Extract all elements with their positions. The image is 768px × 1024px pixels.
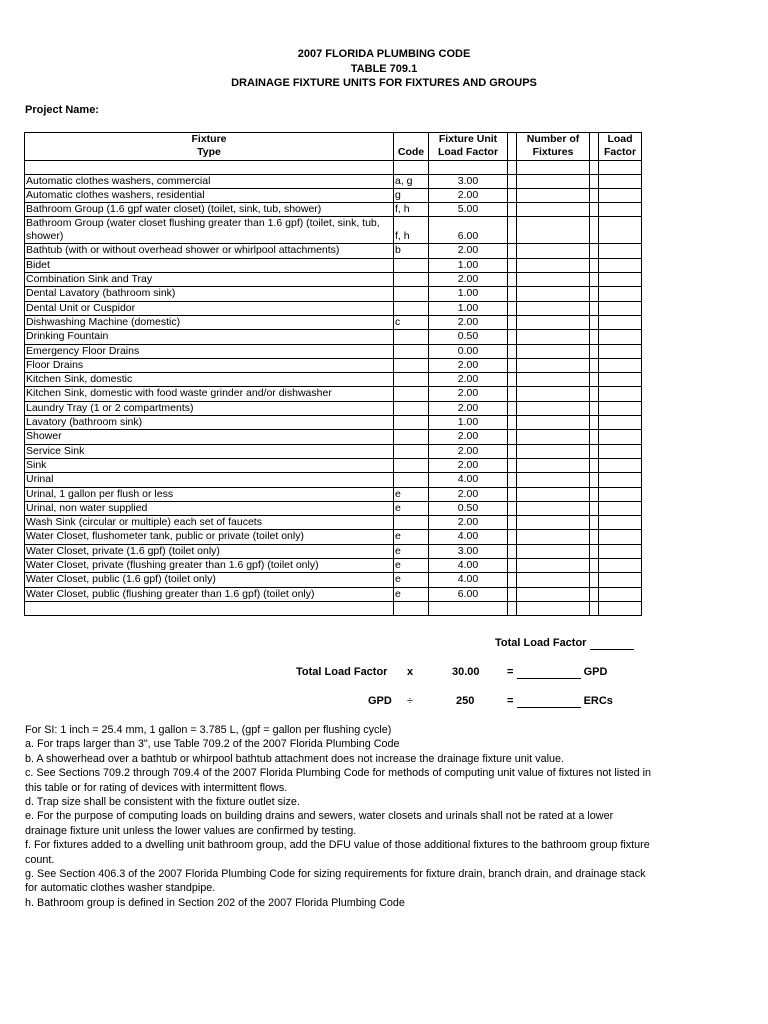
code-cell: e <box>394 573 429 587</box>
table-row <box>25 287 642 301</box>
separator-cell <box>508 387 517 401</box>
row-load-factor-input[interactable] <box>599 430 642 444</box>
load-factor-cell: 2.00 <box>429 244 508 258</box>
number-of-fixtures-input[interactable] <box>517 244 590 258</box>
code-cell <box>394 473 429 487</box>
calc-gpd-operator: x <box>407 666 414 678</box>
note-g: g. See Section 406.3 of the 2007 Florida Plumbing Code for sizing requirements for fixture drain, branch drain, and drainage stack for automatic clothes washer standpipe. <box>25 868 646 895</box>
table-row <box>25 544 642 558</box>
load-factor-cell: 3.00 <box>429 174 508 188</box>
fixture-type-cell: Wash Sink (circular or multiple) each set of faucets <box>25 516 394 530</box>
separator-cell <box>590 330 599 344</box>
table-row <box>25 487 642 501</box>
load-factor-cell: 1.00 <box>429 287 508 301</box>
separator-cell <box>590 244 599 258</box>
code-cell <box>394 330 429 344</box>
number-of-fixtures-input[interactable] <box>517 587 590 601</box>
code-cell <box>394 458 429 472</box>
separator-cell <box>590 188 599 202</box>
separator-cell <box>590 487 599 501</box>
row-load-factor-input[interactable] <box>599 559 642 573</box>
load-factor-cell: 1.00 <box>429 301 508 315</box>
separator-cell <box>590 217 599 244</box>
fixture-type-cell: Automatic clothes washers, residential <box>25 188 394 202</box>
document-title: 2007 FLORIDA PLUMBING CODE <box>297 48 471 60</box>
row-load-factor-input[interactable] <box>599 573 642 587</box>
fixture-table <box>24 132 642 616</box>
row-load-factor-input[interactable] <box>599 203 642 217</box>
calc-gpd-multiplier: 30.00 <box>452 666 480 678</box>
fixture-type-cell: Shower <box>25 430 394 444</box>
total-load-factor-line <box>495 637 634 650</box>
separator-cell <box>590 516 599 530</box>
number-of-fixtures-input[interactable] <box>517 530 590 544</box>
separator-cell <box>590 458 599 472</box>
table-row <box>25 559 642 573</box>
separator-cell <box>590 344 599 358</box>
calc-gpd-label: Total Load Factor <box>296 666 388 678</box>
table-row <box>25 401 642 415</box>
code-cell: g <box>394 188 429 202</box>
row-load-factor-input[interactable] <box>599 401 642 415</box>
number-of-fixtures-input[interactable] <box>517 330 590 344</box>
code-cell <box>394 273 429 287</box>
fixture-type-cell: Urinal <box>25 473 394 487</box>
blank-cell <box>25 601 394 615</box>
separator-cell <box>590 373 599 387</box>
project-name-label: Project Name: <box>25 104 99 116</box>
header-number: Number of <box>517 133 590 147</box>
row-load-factor-input[interactable] <box>599 344 642 358</box>
fixture-type-cell: Kitchen Sink, domestic with food waste grinder and/or dishwasher <box>25 387 394 401</box>
separator-cell <box>508 203 517 217</box>
code-cell <box>394 387 429 401</box>
load-factor-cell: 0.50 <box>429 330 508 344</box>
separator-cell <box>508 174 517 188</box>
separator-cell <box>508 473 517 487</box>
row-load-factor-input[interactable] <box>599 544 642 558</box>
number-of-fixtures-input[interactable] <box>517 287 590 301</box>
fixture-type-cell: Water Closet, public (flushing greater than 1.6 gpf) (toilet only) <box>25 587 394 601</box>
note-a: a. For traps larger than 3", use Table 709.2 of the 2007 Florida Plumbing Code <box>25 738 400 751</box>
table-row <box>25 473 642 487</box>
blank-cell <box>429 601 508 615</box>
row-load-factor-input[interactable] <box>599 487 642 501</box>
table-header-row-2 <box>25 146 642 160</box>
number-of-fixtures-input[interactable] <box>517 344 590 358</box>
erc-result-blank[interactable] <box>517 695 581 708</box>
note-c: c. See Sections 709.2 through 709.4 of the 2007 Florida Plumbing Code for methods of computing unit value of fixtures not listed in this table or for rating of devices with intermittent flows. <box>25 767 651 794</box>
row-load-factor-input[interactable] <box>599 473 642 487</box>
note-e: e. For the purpose of computing loads on building drains and sewers, water closets and urinals shall not be rated at a lower drainage fixture unit unless the lower values are confirmed by testing. <box>25 810 614 837</box>
table-row <box>25 244 642 258</box>
load-factor-cell: 2.00 <box>429 188 508 202</box>
table-row <box>25 203 642 217</box>
load-factor-cell: 2.00 <box>429 373 508 387</box>
number-of-fixtures-input[interactable] <box>517 473 590 487</box>
table-row <box>25 587 642 601</box>
blank-cell <box>590 601 599 615</box>
total-load-factor-label: Total Load Factor <box>495 637 587 649</box>
row-load-factor-input[interactable] <box>599 287 642 301</box>
table-row <box>25 430 642 444</box>
row-load-factor-input[interactable] <box>599 217 642 244</box>
code-cell <box>394 258 429 272</box>
row-load-factor-input[interactable] <box>599 244 642 258</box>
fixture-type-cell: Laundry Tray (1 or 2 compartments) <box>25 401 394 415</box>
separator-cell <box>590 401 599 415</box>
load-factor-cell: 0.00 <box>429 344 508 358</box>
code-cell: e <box>394 544 429 558</box>
separator-cell <box>590 430 599 444</box>
fixture-type-cell: Dental Unit or Cuspidor <box>25 301 394 315</box>
row-load-factor-input[interactable] <box>599 373 642 387</box>
note-d: d. Trap size shall be consistent with the fixture outlet size. <box>25 796 300 809</box>
blank-cell <box>599 601 642 615</box>
row-load-factor-input[interactable] <box>599 330 642 344</box>
separator-cell <box>508 258 517 272</box>
fixture-type-cell: Bathroom Group (1.6 gpf water closet) (toilet, sink, tub, shower) <box>25 203 394 217</box>
load-factor-cell: 5.00 <box>429 203 508 217</box>
separator-cell <box>508 330 517 344</box>
separator-cell <box>508 444 517 458</box>
blank-cell <box>394 601 429 615</box>
load-factor-cell: 6.00 <box>429 587 508 601</box>
load-factor-cell: 2.00 <box>429 358 508 372</box>
number-of-fixtures-input[interactable] <box>517 444 590 458</box>
table-row <box>25 416 642 430</box>
separator-cell <box>508 315 517 329</box>
separator-cell <box>508 501 517 515</box>
header-load-factor: Load Factor <box>429 146 508 160</box>
table-title: DRAINAGE FIXTURE UNITS FOR FIXTURES AND GROUPS <box>231 77 537 89</box>
load-factor-cell: 2.00 <box>429 273 508 287</box>
separator-cell <box>590 258 599 272</box>
fixture-type-cell: Drinking Fountain <box>25 330 394 344</box>
load-factor-cell: 6.00 <box>429 217 508 244</box>
code-cell <box>394 444 429 458</box>
fixture-type-cell: Lavatory (bathroom sink) <box>25 416 394 430</box>
separator-cell <box>590 530 599 544</box>
row-load-factor-input[interactable] <box>599 174 642 188</box>
separator-cell <box>508 301 517 315</box>
separator-cell <box>508 358 517 372</box>
code-cell <box>394 301 429 315</box>
separator-cell <box>590 559 599 573</box>
separator-cell <box>590 301 599 315</box>
separator-cell <box>508 344 517 358</box>
row-load-factor-input[interactable] <box>599 258 642 272</box>
number-of-fixtures-input[interactable] <box>517 188 590 202</box>
calc-erc-line <box>507 695 613 708</box>
separator-cell <box>590 387 599 401</box>
note-h: h. Bathroom group is defined in Section 202 of the 2007 Florida Plumbing Code <box>25 896 405 909</box>
header-factor: Factor <box>599 146 642 160</box>
separator-cell <box>590 544 599 558</box>
separator-cell <box>508 573 517 587</box>
number-of-fixtures-input[interactable] <box>517 387 590 401</box>
number-of-fixtures-input[interactable] <box>517 516 590 530</box>
number-of-fixtures-input[interactable] <box>517 301 590 315</box>
separator-cell <box>590 203 599 217</box>
number-of-fixtures-input[interactable] <box>517 273 590 287</box>
note-si: For SI: 1 inch = 25.4 mm, 1 gallon = 3.785 L, (gpf = gallon per flushing cycle) <box>25 724 392 736</box>
fixture-type-cell: Bathtub (with or without overhead shower or whirlpool attachments) <box>25 244 394 258</box>
separator-cell <box>508 401 517 415</box>
load-factor-cell: 4.00 <box>429 530 508 544</box>
separator-cell <box>508 217 517 244</box>
load-factor-cell: 1.00 <box>429 416 508 430</box>
separator-cell <box>590 473 599 487</box>
load-factor-cell: 3.00 <box>429 544 508 558</box>
separator-cell <box>508 458 517 472</box>
separator-cell <box>590 573 599 587</box>
total-load-factor-blank[interactable] <box>590 637 634 650</box>
code-cell <box>394 401 429 415</box>
table-row <box>25 530 642 544</box>
fixture-type-cell: Automatic clothes washers, commercial <box>25 174 394 188</box>
code-cell: f, h <box>394 217 429 244</box>
number-of-fixtures-input[interactable] <box>517 559 590 573</box>
separator-cell <box>508 544 517 558</box>
calc-gpd-line <box>507 666 607 679</box>
code-cell: e <box>394 487 429 501</box>
row-load-factor-input[interactable] <box>599 516 642 530</box>
note-f: f. For fixtures added to a dwelling unit bathroom group, add the DFU value of those additional fixtures to the bathroom group fixture count. <box>25 839 650 866</box>
number-of-fixtures-input[interactable] <box>517 358 590 372</box>
code-cell <box>394 358 429 372</box>
footnotes <box>25 723 655 910</box>
fixture-type-cell: Urinal, 1 gallon per flush or less <box>25 487 394 501</box>
separator-cell <box>590 501 599 515</box>
row-load-factor-input[interactable] <box>599 501 642 515</box>
load-factor-cell: 2.00 <box>429 458 508 472</box>
separator-cell <box>508 188 517 202</box>
load-factor-cell: 2.00 <box>429 487 508 501</box>
code-cell: e <box>394 559 429 573</box>
blank-cell <box>517 601 590 615</box>
gpd-result-blank[interactable] <box>517 666 581 679</box>
fixture-type-cell: Emergency Floor Drains <box>25 344 394 358</box>
table-row <box>25 174 642 188</box>
number-of-fixtures-input[interactable] <box>517 458 590 472</box>
row-load-factor-input[interactable] <box>599 315 642 329</box>
fixture-type-cell: Water Closet, private (flushing greater than 1.6 gpf) (toilet only) <box>25 559 394 573</box>
number-of-fixtures-input[interactable] <box>517 174 590 188</box>
code-cell <box>394 344 429 358</box>
load-factor-cell: 2.00 <box>429 516 508 530</box>
fixture-type-cell: Bidet <box>25 258 394 272</box>
table-row <box>25 301 642 315</box>
fixture-type-cell: Dental Lavatory (bathroom sink) <box>25 287 394 301</box>
header-fixtures: Fixtures <box>517 146 590 160</box>
table-row <box>25 217 642 244</box>
number-of-fixtures-input[interactable] <box>517 258 590 272</box>
table-header-row-1 <box>25 133 642 147</box>
separator-cell <box>508 273 517 287</box>
row-load-factor-input[interactable] <box>599 587 642 601</box>
separator-cell <box>590 587 599 601</box>
separator-cell <box>508 416 517 430</box>
code-cell <box>394 516 429 530</box>
separator-cell <box>508 587 517 601</box>
table-row <box>25 273 642 287</box>
blank-cell <box>508 601 517 615</box>
separator-cell <box>508 487 517 501</box>
table-row <box>25 458 642 472</box>
row-load-factor-input[interactable] <box>599 387 642 401</box>
code-cell <box>394 287 429 301</box>
row-load-factor-input[interactable] <box>599 444 642 458</box>
table-number: TABLE 709.1 <box>350 63 418 75</box>
row-load-factor-input[interactable] <box>599 273 642 287</box>
header-fixture: Fixture <box>25 133 394 147</box>
row-load-factor-input[interactable] <box>599 301 642 315</box>
separator-cell <box>590 273 599 287</box>
code-cell <box>394 373 429 387</box>
table-row <box>25 188 642 202</box>
erc-unit: ERCs <box>583 695 613 707</box>
table-row <box>25 373 642 387</box>
calc-erc-label: GPD <box>368 695 392 707</box>
load-factor-cell: 2.00 <box>429 444 508 458</box>
load-factor-cell: 2.00 <box>429 430 508 444</box>
table-row <box>25 516 642 530</box>
number-of-fixtures-input[interactable] <box>517 217 590 244</box>
calc-erc-equals: = <box>507 695 514 707</box>
code-cell <box>394 430 429 444</box>
fixture-type-cell: Service Sink <box>25 444 394 458</box>
table-blank-row <box>25 601 642 615</box>
code-cell <box>394 416 429 430</box>
separator-cell <box>590 315 599 329</box>
calc-gpd-equals: = <box>507 666 514 678</box>
number-of-fixtures-input[interactable] <box>517 373 590 387</box>
gpd-unit: GPD <box>583 666 608 678</box>
number-of-fixtures-input[interactable] <box>517 203 590 217</box>
separator-cell <box>590 287 599 301</box>
number-of-fixtures-input[interactable] <box>517 544 590 558</box>
number-of-fixtures-input[interactable] <box>517 430 590 444</box>
load-factor-cell: 2.00 <box>429 315 508 329</box>
table-row <box>25 344 642 358</box>
number-of-fixtures-input[interactable] <box>517 573 590 587</box>
fixture-type-cell: Floor Drains <box>25 358 394 372</box>
code-cell: e <box>394 530 429 544</box>
fixture-type-cell: Water Closet, public (1.6 gpf) (toilet only) <box>25 573 394 587</box>
header-code: Code <box>394 146 429 160</box>
table-spacer-row <box>25 160 642 174</box>
header-load: Load <box>599 133 642 147</box>
load-factor-cell: 0.50 <box>429 501 508 515</box>
load-factor-cell: 4.00 <box>429 573 508 587</box>
number-of-fixtures-input[interactable] <box>517 401 590 415</box>
fixture-type-cell: Bathroom Group (water closet flushing greater than 1.6 gpf) (toilet, sink, tub, shower) <box>25 217 394 244</box>
table-row <box>25 330 642 344</box>
row-load-factor-input[interactable] <box>599 188 642 202</box>
number-of-fixtures-input[interactable] <box>517 416 590 430</box>
load-factor-cell: 2.00 <box>429 401 508 415</box>
code-cell: f, h <box>394 203 429 217</box>
number-of-fixtures-input[interactable] <box>517 501 590 515</box>
fixture-type-cell: Water Closet, private (1.6 gpf) (toilet only) <box>25 544 394 558</box>
load-factor-cell: 2.00 <box>429 387 508 401</box>
number-of-fixtures-input[interactable] <box>517 315 590 329</box>
row-load-factor-input[interactable] <box>599 530 642 544</box>
table-row <box>25 258 642 272</box>
separator-cell <box>590 416 599 430</box>
separator-cell <box>508 244 517 258</box>
separator-cell <box>590 174 599 188</box>
calc-erc-operator: ÷ <box>407 695 414 707</box>
fixture-type-cell: Sink <box>25 458 394 472</box>
load-factor-cell: 4.00 <box>429 473 508 487</box>
header-code-top <box>394 133 429 147</box>
table-row <box>25 501 642 515</box>
code-cell: e <box>394 587 429 601</box>
separator-cell <box>590 444 599 458</box>
fixture-type-cell: Water Closet, flushometer tank, public or private (toilet only) <box>25 530 394 544</box>
load-factor-cell: 4.00 <box>429 559 508 573</box>
load-factor-cell: 1.00 <box>429 258 508 272</box>
fixture-type-cell: Urinal, non water supplied <box>25 501 394 515</box>
table-row <box>25 387 642 401</box>
table-row <box>25 573 642 587</box>
number-of-fixtures-input[interactable] <box>517 487 590 501</box>
header-fixture-unit: Fixture Unit <box>429 133 508 147</box>
code-cell: e <box>394 501 429 515</box>
row-load-factor-input[interactable] <box>599 416 642 430</box>
separator-cell <box>508 516 517 530</box>
row-load-factor-input[interactable] <box>599 358 642 372</box>
separator-cell <box>508 373 517 387</box>
separator-cell <box>508 430 517 444</box>
separator-cell <box>508 287 517 301</box>
separator-cell <box>508 530 517 544</box>
fixture-type-cell: Combination Sink and Tray <box>25 273 394 287</box>
separator-cell <box>590 358 599 372</box>
header-type: Type <box>25 146 394 160</box>
table-row <box>25 358 642 372</box>
fixture-type-cell: Kitchen Sink, domestic <box>25 373 394 387</box>
code-cell: b <box>394 244 429 258</box>
separator-cell <box>508 559 517 573</box>
row-load-factor-input[interactable] <box>599 458 642 472</box>
note-b: b. A showerhead over a bathtub or whirpool bathtub attachment does not increase the drainage fixture unit value. <box>25 752 564 765</box>
calc-erc-divisor: 250 <box>456 695 475 707</box>
code-cell: a, g <box>394 174 429 188</box>
table-row <box>25 444 642 458</box>
code-cell: c <box>394 315 429 329</box>
table-row <box>25 315 642 329</box>
fixture-type-cell: Dishwashing Machine (domestic) <box>25 315 394 329</box>
